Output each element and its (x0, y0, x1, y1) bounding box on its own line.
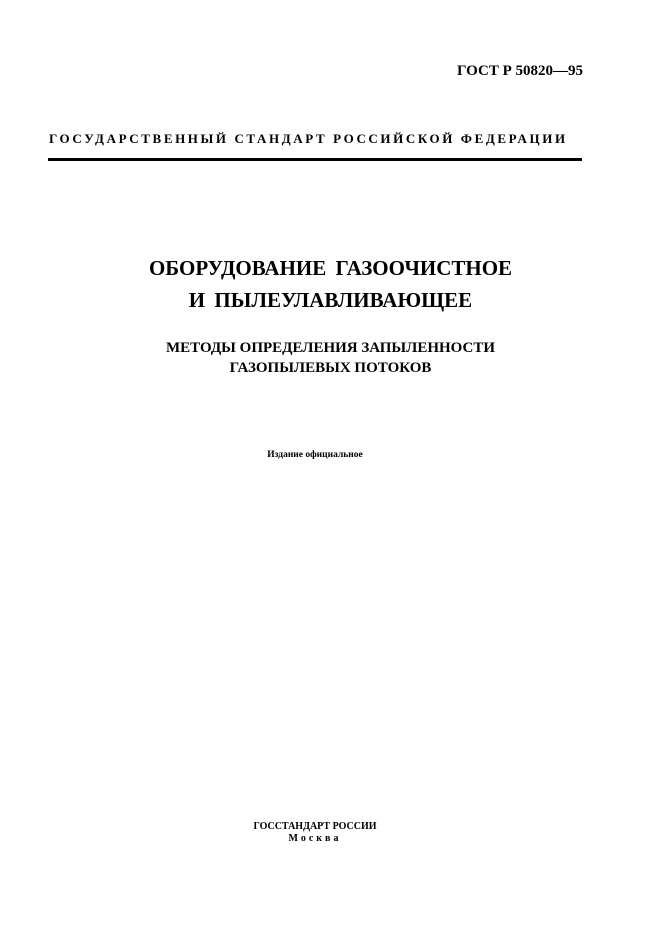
gost-code: ГОСТ Р 50820—95 (456, 63, 583, 79)
header-rule (48, 158, 582, 161)
title-line-2: И ПЫЛЕУЛАВЛИВАЮЩЕЕ (188, 288, 473, 312)
subtitle-line-2: ГАЗОПЫЛЕВЫХ ПОТОКОВ (229, 360, 432, 376)
document-title (0, 252, 661, 316)
publisher-name: ГОССТАНДАРТ РОССИИ (253, 821, 377, 832)
publisher-block (0, 820, 630, 845)
subtitle-line-1: МЕТОДЫ ОПРЕДЕЛЕНИЯ ЗАПЫЛЕННОСТИ (165, 340, 496, 356)
state-standard-heading: ГОСУДАРСТВЕННЫЙ СТАНДАРТ РОССИЙСКОЙ ФЕДЕРАЦИИ (49, 131, 568, 146)
publisher-city: Москва (288, 833, 342, 844)
edition-label: Издание официальное (267, 450, 363, 460)
title-line-1: ОБОРУДОВАНИЕ ГАЗООЧИСТНОЕ (148, 256, 513, 280)
document-subtitle (0, 338, 661, 378)
